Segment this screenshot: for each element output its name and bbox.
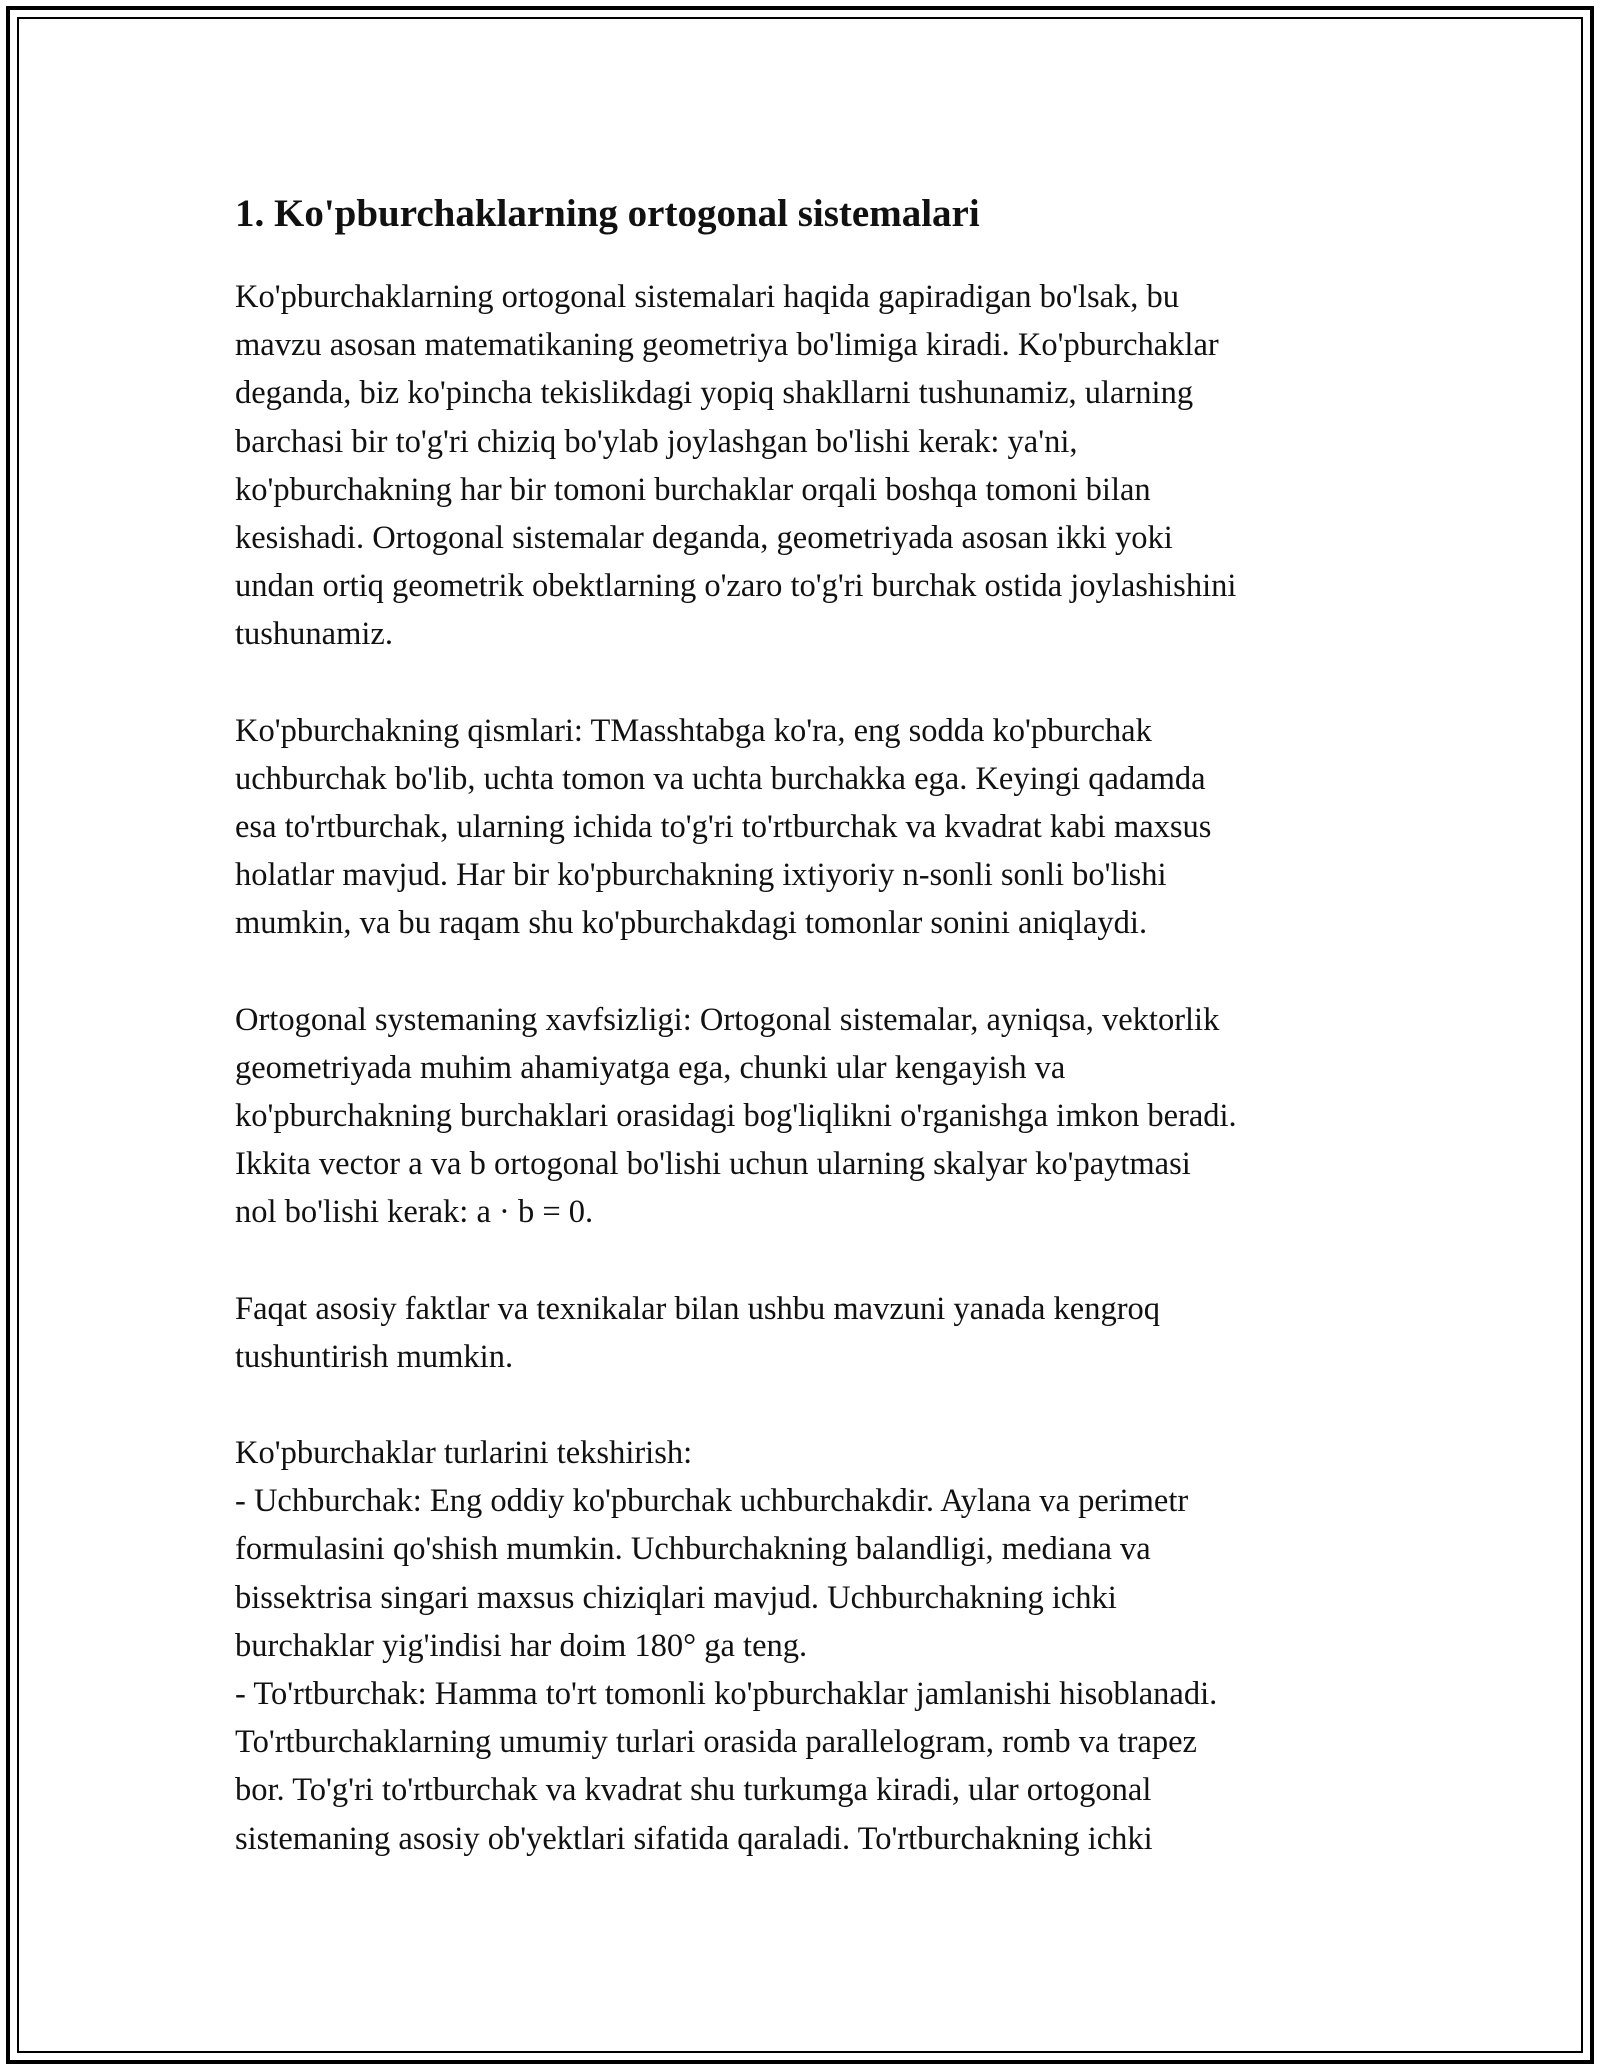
paragraph: [235, 1285, 1375, 1381]
paragraph: [235, 707, 1375, 948]
paragraph-line: esa to'rtburchak, ularning ichida to'g'ri to'rtburchak va kvadrat kabi maxsus: [235, 809, 1212, 846]
paragraph-line: geometriyada muhim ahamiyatga ega, chunki ular kengayish va: [235, 1049, 1066, 1086]
paragraph: [235, 996, 1375, 1237]
paragraph-line: Faqat asosiy faktlar va texnikalar bilan ushbu mavzuni yanada kengroq: [235, 1290, 1161, 1327]
paragraph-line: undan ortiq geometrik obektlarning o'zaro to'g'ri burchak ostida joylashishini: [235, 568, 1237, 605]
paragraph-list: [235, 273, 1375, 1863]
section-heading: 1. Ko'pburchaklarning ortogonal sistemalari: [235, 192, 980, 235]
paragraph-line: Ikkita vector a va b ortogonal bo'lishi uchun ularning skalyar ko'paytmasi: [235, 1146, 1191, 1183]
paragraph-line: burchaklar yig'indisi har doim 180° ga teng.: [235, 1627, 808, 1664]
paragraph-line: kesishadi. Ortogonal sistemalar deganda, geometriyada asosan ikki yoki: [235, 520, 1173, 557]
paragraph-line: tushunamiz.: [235, 616, 393, 653]
paragraph-line: Ko'pburchakning qismlari: TMasshtabga ko'ra, eng sodda ko'pburchak: [235, 712, 1152, 749]
paragraph-line: - To'rtburchak: Hamma to'rt tomonli ko'pburchaklar jamlanishi hisoblanadi.: [235, 1676, 1218, 1713]
paragraph-line: mumkin, va bu raqam shu ko'pburchakdagi tomonlar sonini aniqlaydi.: [235, 905, 1148, 942]
paragraph-line: bissektrisa singari maxsus chiziqlari mavjud. Uchburchakning ichki: [235, 1579, 1117, 1616]
paragraph-line: To'rtburchaklarning umumiy turlari orasida parallelogram, romb va trapez: [235, 1724, 1197, 1761]
paragraph-line: barchasi bir to'g'ri chiziq bo'ylab joylashgan bo'lishi kerak: ya'ni,: [235, 423, 1078, 460]
paragraph-line: - Uchburchak: Eng oddiy ko'pburchak uchburchakdir. Aylana va perimetr: [235, 1483, 1189, 1520]
paragraph-line: holatlar mavjud. Har bir ko'pburchakning ixtiyoriy n-sonli sonli bo'lishi: [235, 857, 1167, 894]
paragraph-line: ko'pburchakning har bir tomoni burchaklar orqali boshqa tomoni bilan: [235, 471, 1151, 508]
document-body: [235, 185, 1375, 1911]
paragraph-line: uchburchak bo'lib, uchta tomon va uchta burchakka ega. Keyingi qadamda: [235, 760, 1206, 797]
paragraph-line: tushuntirish mumkin.: [235, 1338, 514, 1375]
paragraph-line: nol bo'lishi kerak: a · b = 0.: [235, 1194, 594, 1231]
paragraph-line: deganda, biz ko'pincha tekislikdagi yopiq shakllarni tushunamiz, ularning: [235, 375, 1194, 412]
paragraph-line: Ko'pburchaklar turlarini tekshirish:: [235, 1435, 693, 1472]
paragraph-line: formulasini qo'shish mumkin. Uchburchakning balandligi, mediana va: [235, 1531, 1151, 1568]
paragraph-line: Ko'pburchaklarning ortogonal sistemalari haqida gapiradigan bo'lsak, bu: [235, 279, 1180, 315]
paragraph: [235, 1429, 1375, 1863]
paragraph-line: bor. To'g'ri to'rtburchak va kvadrat shu turkumga kiradi, ular ortogonal: [235, 1772, 1152, 1809]
paragraph-line: Ortogonal systemaning xavfsizligi: Ortogonal sistemalar, ayniqsa, vektorlik: [235, 1001, 1220, 1038]
paragraph-line: mavzu asosan matematikaning geometriya bo'limiga kiradi. Ko'pburchaklar: [235, 327, 1219, 364]
paragraph-line: sistemaning asosiy ob'yektlari sifatida qaraladi. To'rtburchakning ichki: [235, 1820, 1153, 1857]
paragraph-line: ko'pburchakning burchaklari orasidagi bog'liqlikni o'rganishga imkon beradi.: [235, 1098, 1237, 1135]
paragraph: [235, 273, 1375, 659]
